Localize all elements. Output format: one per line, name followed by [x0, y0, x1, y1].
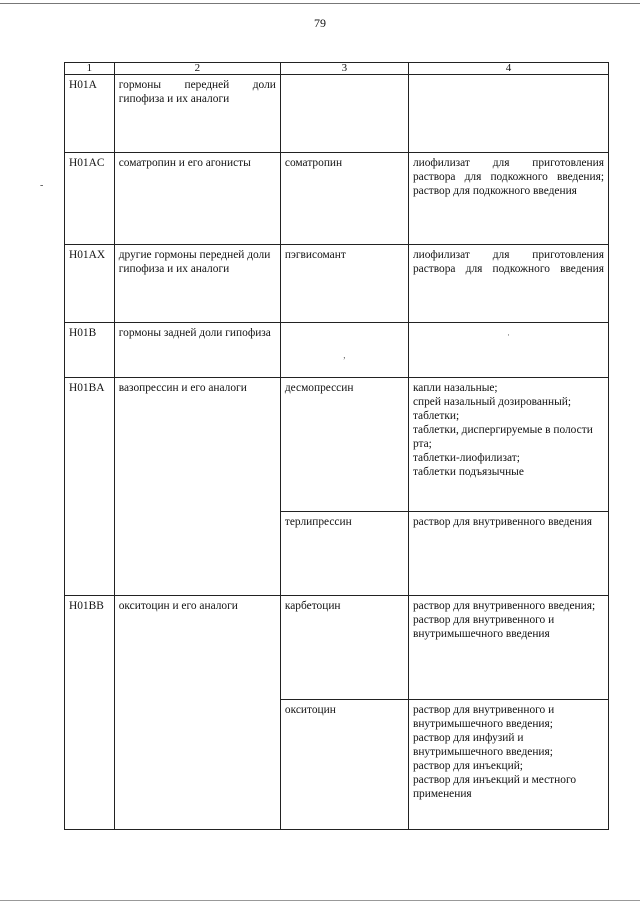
- dosage-form: таблетки;: [412, 410, 460, 422]
- table-row: [65, 245, 609, 323]
- atc-code: H01AX: [65, 245, 115, 323]
- group-name-line: гормоны передней доли: [118, 79, 276, 91]
- dosage-forms: [408, 512, 608, 596]
- dosage-form: таблетки подъязычные: [412, 466, 524, 478]
- table-row: [65, 378, 609, 512]
- dosage-form: раствор для подкожного введения: [412, 185, 577, 197]
- drug-name: [280, 75, 408, 153]
- header-col-2: 2: [114, 63, 280, 75]
- dosage-form: лиофилизат для приготовления раствора для подкожного введения;: [412, 157, 604, 183]
- scan-speck: ,: [343, 350, 346, 360]
- dosage-form: раствор для внутривенного и внутримышечного введения;: [412, 704, 555, 730]
- group-name: гормоны задней доли гипофиза: [114, 323, 280, 378]
- atc-code: H01AC: [65, 153, 115, 245]
- drug-name: соматропин: [280, 153, 408, 245]
- drug-table: [64, 62, 609, 830]
- group-name: соматропин и его агонисты: [114, 153, 280, 245]
- drug-name: карбетоцин: [280, 596, 408, 700]
- drug-name: [280, 323, 408, 378]
- drug-name: пэгвисомант: [280, 245, 408, 323]
- drug-name: терлипрессин: [280, 512, 408, 596]
- margin-mark: -: [40, 180, 44, 191]
- dosage-forms: [408, 700, 608, 830]
- drug-name: окситоцин: [280, 700, 408, 830]
- group-name: вазопрессин и его аналоги: [114, 378, 280, 596]
- dosage-forms: [408, 75, 608, 153]
- dosage-form: раствор для внутривенного и внутримышечного введения: [412, 614, 555, 640]
- dosage-forms: [408, 323, 608, 378]
- table-row: [65, 75, 609, 153]
- header-col-4: 4: [408, 63, 608, 75]
- dosage-form: раствор для внутривенного введения: [412, 516, 592, 528]
- atc-code: H01A: [65, 75, 115, 153]
- dosage-form: лиофилизат для приготовления раствора для подкожного введения: [412, 249, 604, 275]
- atc-code: H01BA: [65, 378, 115, 596]
- dosage-form: спрей назальный дозированный;: [412, 396, 572, 408]
- table-row: [65, 153, 609, 245]
- page-number: 79: [314, 16, 326, 30]
- drug-name: десмопрессин: [280, 378, 408, 512]
- dosage-form: капли назальные;: [412, 382, 498, 394]
- dosage-form: раствор для инъекций;: [412, 760, 523, 772]
- bottom-rule: [0, 900, 640, 901]
- table-row: [65, 596, 609, 700]
- atc-code: H01B: [65, 323, 115, 378]
- atc-code: H01BB: [65, 596, 115, 830]
- table-row: [65, 323, 609, 378]
- dosage-form: раствор для инъекций и местного применения: [412, 774, 577, 800]
- group-name: другие гормоны передней доли гипофиза и их аналоги: [114, 245, 280, 323]
- dosage-form: раствор для инфузий и внутримышечного введения;: [412, 732, 553, 758]
- group-name: [114, 75, 280, 153]
- group-name: окситоцин и его аналоги: [114, 596, 280, 830]
- dosage-form: таблетки, диспергируемые в полости рта;: [412, 424, 593, 450]
- group-name-line: гипофиза и их аналоги: [118, 93, 230, 105]
- dosage-form: раствор для внутривенного введения;: [412, 600, 596, 612]
- dosage-forms: [408, 596, 608, 700]
- dosage-forms: [408, 378, 608, 512]
- header-col-1: 1: [65, 63, 115, 75]
- dosage-forms: [408, 153, 608, 245]
- dosage-forms: [408, 245, 608, 323]
- header-row: [65, 63, 609, 75]
- top-rule: [0, 3, 640, 4]
- dosage-form: таблетки-лиофилизат;: [412, 452, 520, 464]
- header-col-3: 3: [280, 63, 408, 75]
- scan-speck: ·: [506, 330, 510, 340]
